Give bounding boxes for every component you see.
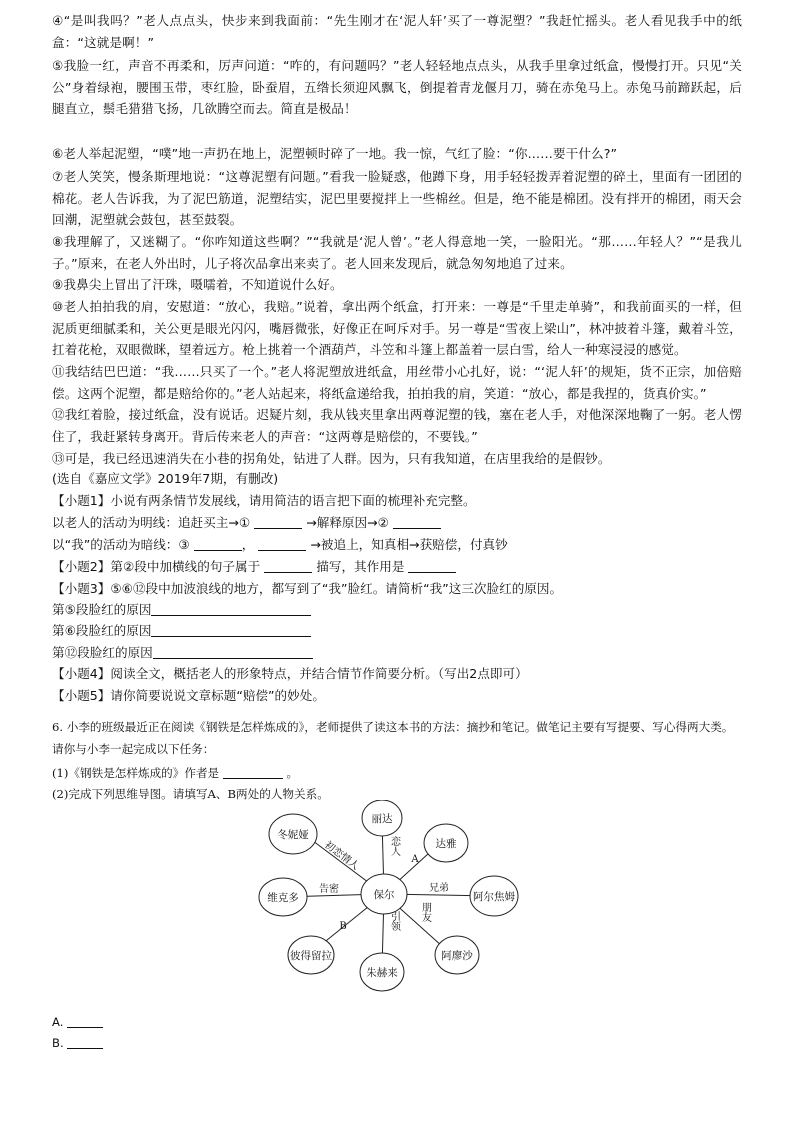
node-upper-left: 冬妮娅 [277,829,309,841]
node-center: 保尔 [373,889,395,901]
answer-a-blank[interactable] [67,1015,103,1028]
answer-b-line [52,1033,103,1053]
question-6-part-1-text: (1)《钢铁是怎样炼成的》作者是 [52,766,220,780]
question-3-reason-12 [52,643,313,663]
node-upper-right: 达雅 [435,838,457,850]
paragraph-5: ⑤我脸一红，声音不再柔和，厉声问道：“咋的，有问题吗？”老人轻轻地点点头，从我手里拿过纸盒，慢慢打开。只见“关公”身着绿袍，腰围玉带，枣红脸，卧蚕眉，五绺长须迎风飘飞，倒提着青龙偃月刀，骑在赤兔马上。赤兔马前蹄跃起，后腿直立，鬃毛猎猎飞扬，几欲腾空而去。简直是极品！ [52,58,742,117]
answer-blank-9[interactable] [153,644,313,659]
question-1-line-2-text-a: 以“我”的活动为暗线：③ [52,537,190,552]
paragraph-6: ⑥老人举起泥塑，“噗”地一声扔在地上，泥塑顿时碎了一地。我一惊，气红了脸：“你……要干什么?” [52,146,618,161]
question-1-line-2 [52,535,508,555]
answer-b-label: B. [52,1036,64,1050]
source-note: (选自《嘉应文学》2019年7期，有删改) [52,471,279,486]
edge-label-bottom: 引领 [388,911,400,931]
paragraph-4: ④“是叫我吗？”老人点点头，快步来到我面前：“先生刚才在‘泥人轩’买了一尊泥塑？”我赶忙摇头。老人看见我手中的纸盒：“这就是啊！” [52,13,742,50]
paragraph-9: ⑨我鼻尖上冒出了汗珠，嗫嚅着，不知道说什么好。 [52,277,343,292]
question-3-reason-6 [52,621,311,641]
answer-blank-2[interactable] [393,514,441,529]
question-3-reason-6-label: 第⑥段脸红的原因 [52,623,152,638]
edge-label-right: 兄弟 [429,883,449,894]
paragraph-10: ⑩老人拍拍我的肩，安慰道：“放心，我赔。”说着，拿出两个纸盒，打开来：一尊是“千里走单骑”，和我前面买的一样，但泥质更细腻柔和，关公更是眼光闪闪，嘴唇微张，好像正在呵斥对手。另一尊是“雪夜上梁山”，林冲披着斗篷，戴着斗笠，扛着花枪，双眼微眯，望着远方。枪上挑着一个酒葫芦，斗笠和斗篷上都盖着一层白雪，给人一种寒浸浸的感觉。 [52,299,742,358]
edge-label-lower-right: 朋友 [419,902,431,922]
question-1-line-1-text-a: 以老人的活动为明线：追赶买主→① [52,515,251,530]
question-1-line-2-comma: ， [241,537,255,552]
question-1-line-1-text-b: →解释原因→② [306,515,389,530]
question-4: 【小题4】阅读全文，概括老人的形象特点，并结合情节作简要分析。（写出2点即可） [52,666,528,681]
answer-blank-1[interactable] [254,514,302,529]
node-top: 丽达 [371,813,393,825]
node-lower-right: 阿廖沙 [441,950,473,962]
paragraph-12: ⑫我红着脸，接过纸盒，没有说话。迟疑片刻，我从钱夹里拿出两尊泥塑的钱，塞在老人手，对他深深地鞠了一躬。老人愣住了，我赶紧转身离开。背后传来老人的声音：“这两尊是赔偿的，不要钱。” [52,407,742,444]
node-left: 维克多 [267,892,299,904]
paragraph-13: ⑬可是，我已经迅速消失在小巷的拐角处，钻进了人群。因为，只有我知道，在店里我给的是假钞。 [52,451,611,466]
author-answer-blank[interactable] [223,764,283,779]
edge-label-left: 告密 [319,884,339,895]
question-3: 【小题3】⑤⑥⑫段中加波浪线的地方，都写到了“我”脸红。请简析“我”这三次脸红的原因。 [52,581,563,596]
question-6-part-1-end: 。 [286,766,299,780]
paragraph-8: ⑧我理解了，又迷糊了。“你咋知道这些啊？”“我就是‘泥人曾’。”老人得意地一笑，一脸阳光。“那……年轻人？”“是我儿子。”原来，在老人外出时，儿子将次品拿出来卖了。老人回来发现后，就急匆匆地追了过来。 [52,234,742,271]
question-2-text-b: 描写，其作用是 [316,559,405,574]
question-3-reason-5-label: 第⑤段脸红的原因 [52,602,152,617]
question-1-line-2-text-c: →被追上，知真相→获赔偿，付真钞 [310,537,508,552]
question-2 [52,557,456,577]
edge-label-top: 恋人 [388,836,400,856]
node-bottom: 朱赫来 [366,967,398,979]
answer-b-blank[interactable] [67,1036,103,1049]
answer-blank-7[interactable] [151,601,311,616]
question-6-part-1 [52,763,298,783]
question-6-intro: 6. 小李的班级最近正在阅读《钢铁是怎样炼成的》，老师提供了读这本书的方法：摘抄和笔记。做笔记主要有写提要、写心得两大类。请你与小李一起完成以下任务： [52,720,734,756]
question-5: 【小题5】请你简要说说文章标题“赔偿”的妙处。 [52,688,325,703]
question-1-line-1 [52,513,441,533]
node-lower-left: 彼得留拉 [290,950,332,962]
answer-blank-3[interactable] [194,536,242,551]
answer-a-line [52,1012,103,1032]
edge-label-upper-right: A [411,854,419,865]
question-3-reason-5 [52,600,311,620]
answer-blank-8[interactable] [151,622,311,637]
edge-label-upper-left: 初恋情人 [322,839,361,873]
answer-blank-6[interactable] [408,558,456,573]
paragraph-11: ⑪我结结巴巴道：“我……只买了一个。”老人将泥塑放进纸盒，用丝带小心扎好，说：“‘泥人轩’的规矩，货不正宗，加倍赔偿。这两个泥塑，都是赔给你的。”老人站起来，将纸盒递给我，拍拍我的肩，笑道：“放心，都是我捏的，货真价实。” [52,364,742,401]
question-1: 【小题1】小说有两条情节发展线，请用简洁的语言把下面的梳理补充完整。 [52,493,476,508]
paragraph-7: ⑦老人笑笑，慢条斯理地说：“这尊泥塑有问题。”看我一脸疑惑，他蹲下身，用手轻轻拨弄着泥塑的碎土，里面有一团团的棉花。老人告诉我，为了泥巴筋道，泥塑结实，泥巴里要搅拌上一些棉丝。但是，绝不能是棉团。没有拌开的棉团，雨天会回潮，泥塑就会鼓包，甚至鼓裂。 [52,169,742,228]
character-mind-map [250,800,530,1000]
edge-label-lower-left: B [339,921,347,932]
node-right: 阿尔焦姆 [473,891,515,903]
answer-a-label: A. [52,1015,64,1029]
question-3-reason-12-label: 第⑫段脸红的原因 [52,645,153,660]
answer-blank-4[interactable] [258,536,306,551]
question-6-part-2: (2)完成下列思维导图。请填写A、B两处的人物关系。 [52,787,329,801]
question-2-text-a: 【小题2】第②段中加横线的句子属于 [52,559,261,574]
answer-blank-5[interactable] [264,558,312,573]
